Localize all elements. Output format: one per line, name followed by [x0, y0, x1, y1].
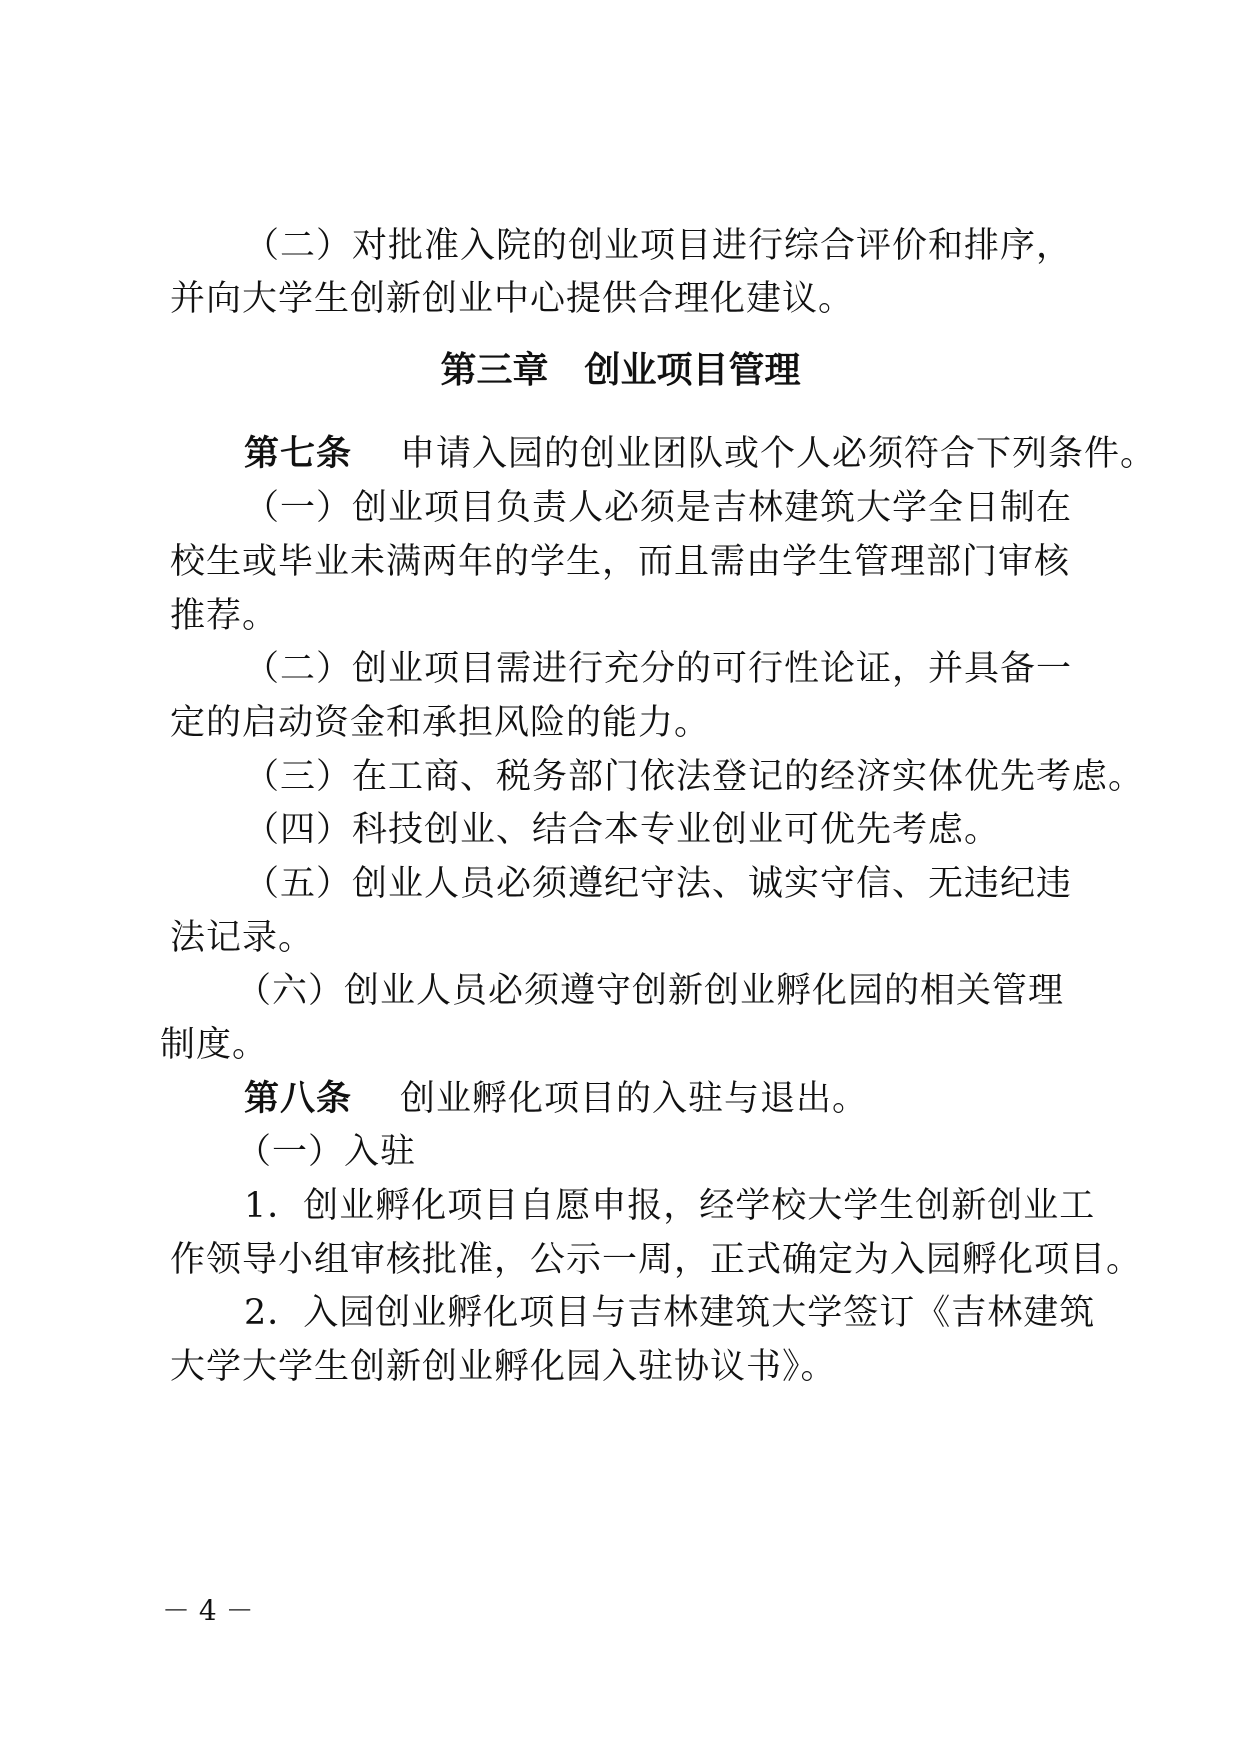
- paragraph-line: 大学大学生创新创业孵化园入驻协议书》。: [170, 1347, 837, 1387]
- paragraph-line: 推荐。: [170, 596, 279, 636]
- article-8-label: 第八条: [244, 1079, 353, 1119]
- page-number: － 4 －: [162, 1594, 254, 1627]
- article-8-text: 创业孵化项目的入驻与退出。: [400, 1079, 869, 1119]
- paragraph-line: （五）创业人员必须遵纪守法、诚实守信、无违纪违: [244, 864, 1073, 904]
- chapter-heading: 第三章 创业项目管理: [440, 350, 801, 391]
- paragraph-line: 法记录。: [170, 918, 315, 958]
- paragraph-line: （二）对批准入院的创业项目进行综合评价和排序，: [244, 226, 1073, 266]
- paragraph-line: （二）创业项目需进行充分的可行性论证，并具备一: [244, 649, 1073, 689]
- paragraph-line: 制度。: [160, 1025, 269, 1065]
- paragraph-line: （四）科技创业、结合本专业创业可优先考虑。: [244, 810, 1001, 850]
- paragraph-line: 校生或毕业未满两年的学生，而且需由学生管理部门审核: [170, 542, 1071, 582]
- paragraph-line: 2．入园创业孵化项目与吉林建筑大学签订《吉林建筑: [244, 1293, 1096, 1333]
- article-7-text: 申请入园的创业团队或个人必须符合下列条件。: [400, 434, 1157, 474]
- paragraph-line: 定的启动资金和承担风险的能力。: [170, 703, 711, 743]
- paragraph-line: 作领导小组审核批准，公示一周，正式确定为入园孵化项目。: [170, 1240, 1143, 1280]
- paragraph-line: （三）在工商、税务部门依法登记的经济实体优先考虑。: [244, 757, 1145, 797]
- article-7-label: 第七条: [244, 434, 353, 474]
- article-8: [244, 1079, 868, 1119]
- paragraph-line: 1．创业孵化项目自愿申报，经学校大学生创新创业工: [244, 1186, 1096, 1226]
- paragraph-line: （一）创业项目负责人必须是吉林建筑大学全日制在: [244, 488, 1073, 528]
- paragraph-line: 并向大学生创新创业中心提供合理化建议。: [170, 279, 855, 319]
- paragraph-line: （一）入驻: [236, 1132, 417, 1172]
- paragraph-line: （六）创业人员必须遵守创新创业孵化园的相关管理: [236, 971, 1065, 1011]
- article-7: [244, 434, 1156, 474]
